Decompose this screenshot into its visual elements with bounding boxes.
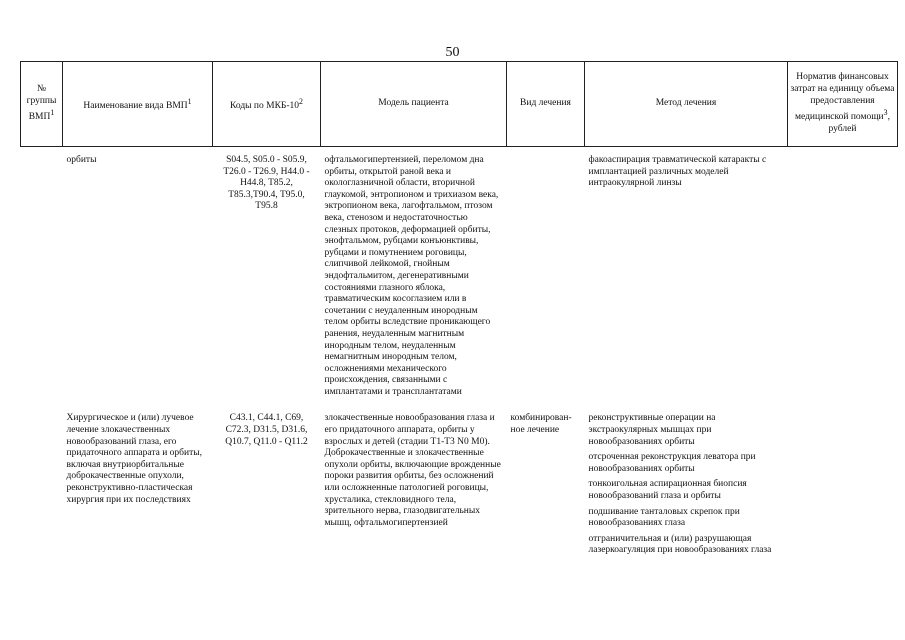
header-icd-codes: Коды по МКБ-$10^2$ xyxy=(213,62,321,147)
header-group-number: № группы ВМП$^1$ xyxy=(21,62,63,147)
table-row xyxy=(21,155,898,398)
row-group xyxy=(21,155,63,398)
method-item: реконструктивные операции на экстраокулярных мышцах при новообразованиях орбиты xyxy=(588,413,716,447)
header-norm: Норматив финансовых затрат на единицу объема предоставления медицинской помощи$^3$, рублей xyxy=(788,62,898,147)
header-treatment-method: Метод лечения xyxy=(585,62,788,147)
row-patient-model: злокачественные новообразования глаза и его придаточного аппарата, орбиты у взрослых и детей (стадии T1-T3 N0 M0). Доброкачественные и злокачественные опухоли орбиты, включающие врожденные пороки развития орбиты, без осложнений или осложненные патологией роговицы, хрусталика, стекловидного тела, зрительного нерва, глазодвигательных мышц, офтальмогипертензией xyxy=(324,413,501,528)
row-group xyxy=(21,398,63,561)
method-item: отсроченная реконструкция леватора при новообразованиях орбиты xyxy=(588,452,756,474)
header-vmp-name: Наименование вида ВМП$^1$ xyxy=(63,62,213,147)
table-row xyxy=(21,398,898,561)
vmp-table xyxy=(20,61,898,561)
page-number: 50 xyxy=(445,45,460,60)
row-treatment-method xyxy=(585,155,788,398)
row-treatment-type xyxy=(507,155,585,398)
method-item: подшивание танталовых скрепок при новообразованиях глаза xyxy=(588,506,740,529)
row-icd-codes: S04.5, S05.0 - S05.9, T26.0 - T26.9, H44.0 - H44.8, T85.2, T85.3,T90.4, T95.0, T95.8 xyxy=(223,155,310,212)
row-vmp-name: Хирургическое и (или) лучевое лечение злокачественных новообразований глаза, его придаточного аппарата и орбиты, включая внутриорбитальные доброкачественные опухоли, реконструктивно-пластическая хирургия при их последствиях xyxy=(66,413,202,505)
method-item: тонкоигольная аспирационная биопсия новообразований глаза и орбиты xyxy=(588,479,747,502)
header-patient-model: Модель пациента xyxy=(321,62,507,147)
row-patient-model: офтальмогипертензией, переломом дна орбиты, открытой раной века и окологлазничной области, вторичной глаукомой, энтропионом и трихиазом века, эктропионом века, лагофтальмом, птозом века, стенозом и недостаточностью слезных протоков, деформацией орбиты, энофтальмом, рубцами конъюнктивы, рубцами и помутнением роговицы, слипчивой лейкомой, гнойным эндофтальмитом, дегенеративными состояниями глазного яблока, травматическим косоглазием или в сочетании с неудаленным инородным телом орбиты вследствие проникающего ранения, неудаленным магнитным инородным телом, неудаленным немагнитным инородным телом, осложнениями механического происхождения, связанными с имплантатами и трансплантатами xyxy=(324,155,499,397)
method-item: факоаспирация травматической катаракты с имплантацией различных моделей интраокулярной линзы xyxy=(588,155,767,189)
header-treatment-type: Вид лечения xyxy=(507,62,585,147)
method-item: отграничительная и (или) разрушающая лазеркоагуляция при новообразованиях глаза xyxy=(588,533,772,556)
row-treatment-method xyxy=(585,398,788,561)
row-icd-codes: C43.1, C44.1, C69, C72.3, D31.5, D31.6, Q10.7, Q11.0 - Q11.2 xyxy=(225,413,308,447)
row-norm xyxy=(788,155,898,398)
row-norm xyxy=(788,398,898,561)
row-treatment-type: комбинирован-ное лечение xyxy=(510,413,572,436)
table-header-row xyxy=(21,62,898,147)
row-vmp-name: орбиты xyxy=(66,155,97,165)
